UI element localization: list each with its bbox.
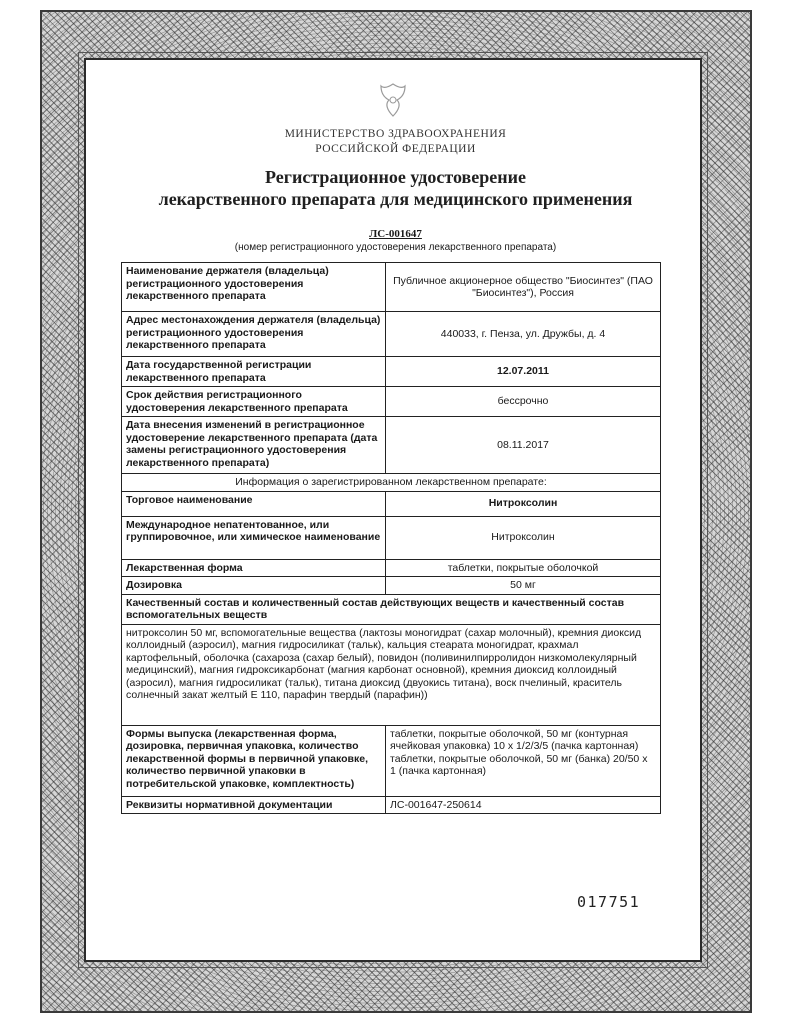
title-line-1: Регистрационное удостоверение <box>265 167 526 187</box>
validity-value: бессрочно <box>386 387 661 417</box>
holder-label: Наименование держателя (владельца) регистрационного удостоверения лекарственного препарата <box>122 263 386 312</box>
normative-label: Реквизиты нормативной документации <box>122 796 386 814</box>
ministry-line-1: МИНИСТЕРСТВО ЗДРАВООХРАНЕНИЯ <box>284 128 507 140</box>
serial-number: 017751 <box>577 893 641 911</box>
composition-value: нитроксолин 50 мг, вспомогательные вещества (лактозы моногидрат (сахар молочный), кремния диоксид коллоидный (аэросил), магния гидросиликат (тальк), кальция стеарата моногидрат, крахмал картофельный, оболочка (сахароза (сахар белый), повидон (поливинилпирролидон низкомолекулярный медицинский), магния гидроксикарбонат (магния карбонат основной), кремния диоксид коллоидный (аэросил), магния гидросиликат (тальк), титана диоксид (двуокись титана), воск пчелиный, краситель солнечный закат желтый Е 110, парафин твердый (парафин)) <box>122 624 661 725</box>
holder-value: Публичное акционерное общество "Биосинтез" (ПАО "Биосинтез"), Россия <box>386 263 661 312</box>
table-row-address <box>122 312 661 357</box>
packaging-label: Формы выпуска (лекарственная форма, дозировка, первичная упаковка, количество лекарственной формы в первичной упаковке, количество первичной упаковки в потребительской упаковке, комплектность) <box>122 725 386 796</box>
table-row-dosage <box>122 577 661 595</box>
trade-name-value: Нитроксолин <box>386 491 661 516</box>
table-row-composition-value <box>122 624 661 725</box>
inn-label: Международное непатентованное, или группировочное, или химическое наименование <box>122 516 386 559</box>
packaging-value-2: таблетки, покрытые оболочкой, 50 мг (банка) 20/50 x 1 (пачка картонная) <box>390 752 648 777</box>
certificate-table <box>121 262 661 814</box>
address-label: Адрес местонахождения держателя (владельца) регистрационного удостоверения лекарственного препарата <box>122 312 386 357</box>
trade-name-label: Торговое наименование <box>122 491 386 516</box>
packaging-value-1: таблетки, покрытые оболочкой, 50 мг (контурная ячейковая упаковка) 10 x 1/2/3/5 (пачка картонная) <box>390 727 639 752</box>
inn-value: Нитроксолин <box>386 516 661 559</box>
title-line-2: лекарственного препарата для медицинского применения <box>158 189 633 209</box>
table-row-info-header <box>122 474 661 492</box>
table-row-packaging <box>122 725 661 796</box>
form-value: таблетки, покрытые оболочкой <box>386 559 661 577</box>
form-label: Лекарственная форма <box>122 559 386 577</box>
info-header: Информация о зарегистрированном лекарственном препарате: <box>122 474 661 492</box>
ministry-line-2: РОССИЙСКОЙ ФЕДЕРАЦИИ <box>315 143 476 155</box>
table-row-normative <box>122 796 661 814</box>
table-row-inn <box>122 516 661 559</box>
reg-date-value: 12.07.2011 <box>386 357 661 387</box>
change-date-label: Дата внесения изменений в регистрационное удостоверение лекарственного препарата (дата замены регистрационного удостоверения лекарственного препарата) <box>122 417 386 474</box>
composition-label: Качественный состав и количественный состав действующих веществ и качественный состав вспомогательных веществ <box>122 594 661 624</box>
validity-label: Срок действия регистрационного удостоверения лекарственного препарата <box>122 387 386 417</box>
address-value: 440033, г. Пенза, ул. Дружбы, д. 4 <box>386 312 661 357</box>
table-row-form <box>122 559 661 577</box>
packaging-values <box>386 725 661 796</box>
dosage-value: 50 мг <box>386 577 661 595</box>
change-date-value: 08.11.2017 <box>386 417 661 474</box>
table-row-validity <box>122 387 661 417</box>
coat-of-arms-emblem <box>375 80 411 120</box>
table-row-holder <box>122 263 661 312</box>
registration-number: ЛС-001647 <box>369 228 422 240</box>
table-row-change-date <box>122 417 661 474</box>
table-row-trade-name <box>122 491 661 516</box>
dosage-label: Дозировка <box>122 577 386 595</box>
normative-value: ЛС-001647-250614 <box>386 796 661 814</box>
reg-date-label: Дата государственной регистрации лекарственного препарата <box>122 357 386 387</box>
table-row-composition-label <box>122 594 661 624</box>
table-row-reg-date <box>122 357 661 387</box>
registration-number-caption: (номер регистрационного удостоверения лекарственного препарата) <box>234 242 557 253</box>
